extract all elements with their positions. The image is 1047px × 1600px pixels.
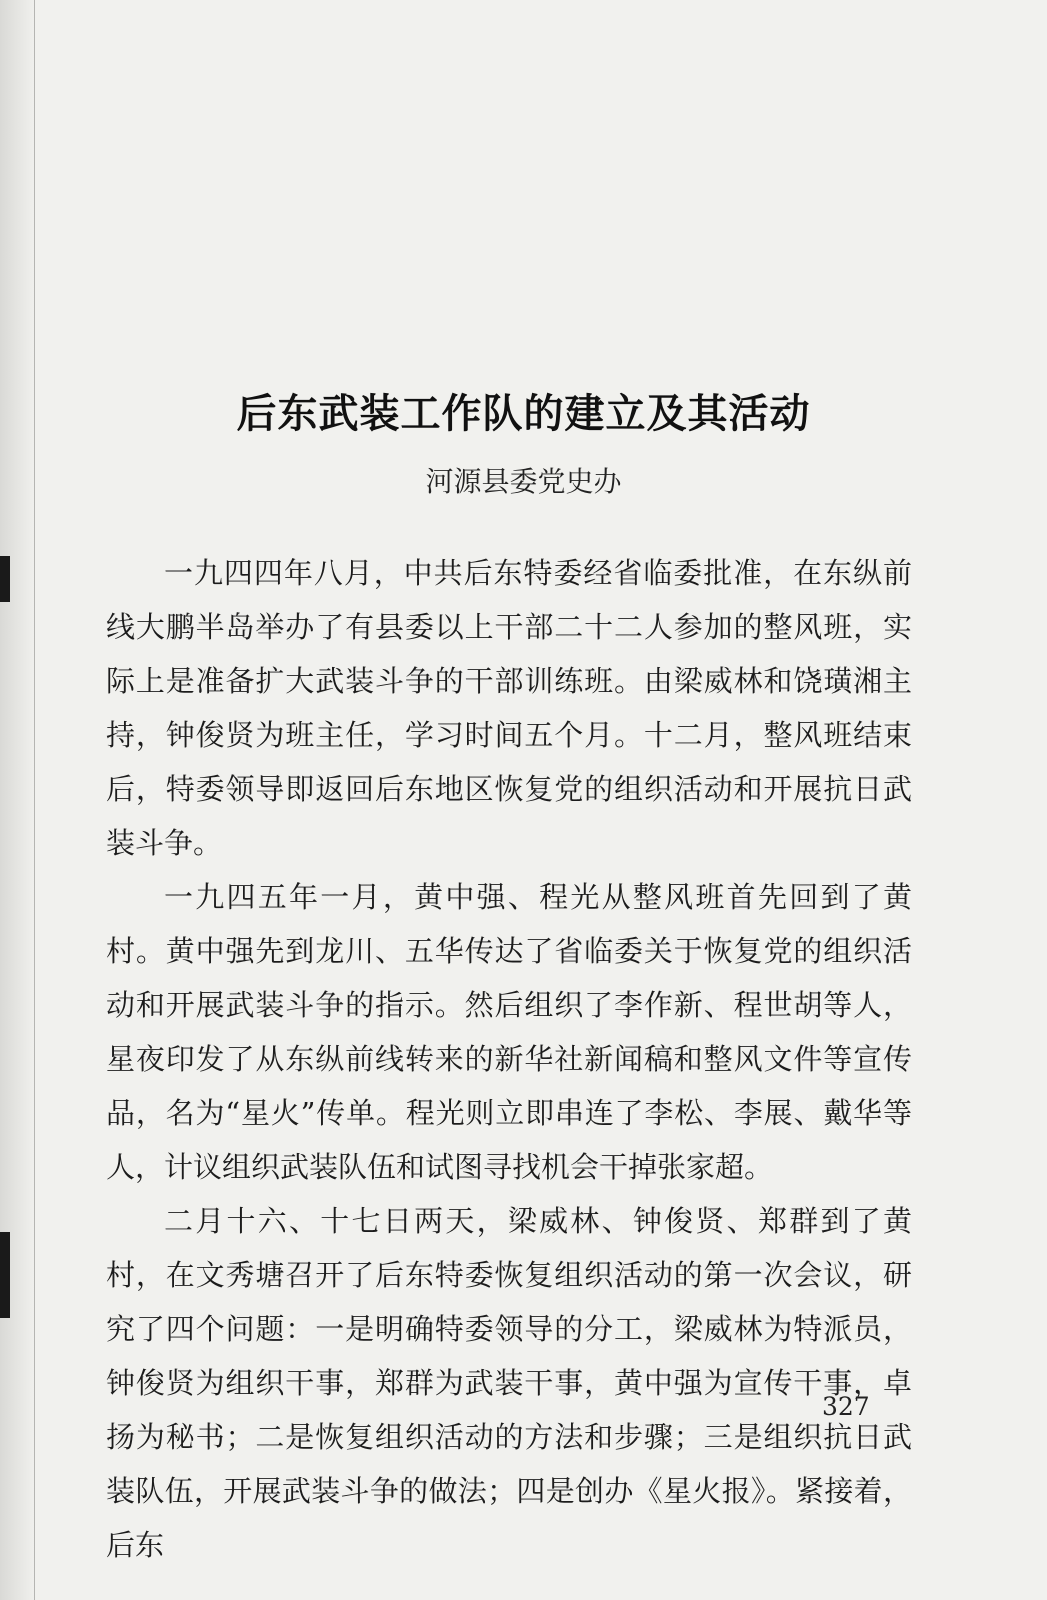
- paragraph: 一九四四年八月，中共后东特委经省临委批准，在东纵前线大鹏半岛举办了有县委以上干部二十二人参加的整风班，实际上是准备扩大武装斗争的干部训练班。由梁威林和饶璜湘主持，钟俊贤为班主任，学习时间五个月。十二月，整风班结束后，特委领导即返回后东地区恢复党的组织活动和开展抗日武装斗争。: [106, 556, 912, 860]
- page-left-edge-shadow: [0, 0, 36, 1600]
- page-fold-line: [34, 0, 35, 1600]
- paragraph: 一九四五年一月，黄中强、程光从整风班首先回到了黄村。黄中强先到龙川、五华传达了省临委关于恢复党的组织活动和开展武装斗争的指示。然后组织了李作新、程世胡等人，星夜印发了从东纵前线转来的新华社新闻稿和整风文件等宣传品，名为“星火”传单。程光则立即串连了李松、李展、戴华等人，计议组织武装队伍和试图寻找机会干掉张家超。: [106, 880, 912, 1184]
- page-number: 327: [822, 1392, 870, 1421]
- binding-mark: [0, 556, 10, 602]
- binding-mark: [0, 1232, 10, 1318]
- article-body: [106, 546, 912, 1572]
- paragraph: 二月十六、十七日两天，梁威林、钟俊贤、郑群到了黄村，在文秀塘召开了后东特委恢复组织活动的第一次会议，研究了四个问题：一是明确特委领导的分工，梁威林为特派员，钟俊贤为组织干事，郑群为武装干事，黄中强为宣传干事，卓扬为秘书；二是恢复组织活动的方法和步骤；三是组织抗日武装队伍，开展武装斗争的做法；四是创办《星火报》。紧接着，后东: [106, 1204, 912, 1562]
- article-author: 河源县委党史办: [425, 465, 622, 498]
- article-title: 后东武装工作队的建立及其活动: [236, 391, 811, 437]
